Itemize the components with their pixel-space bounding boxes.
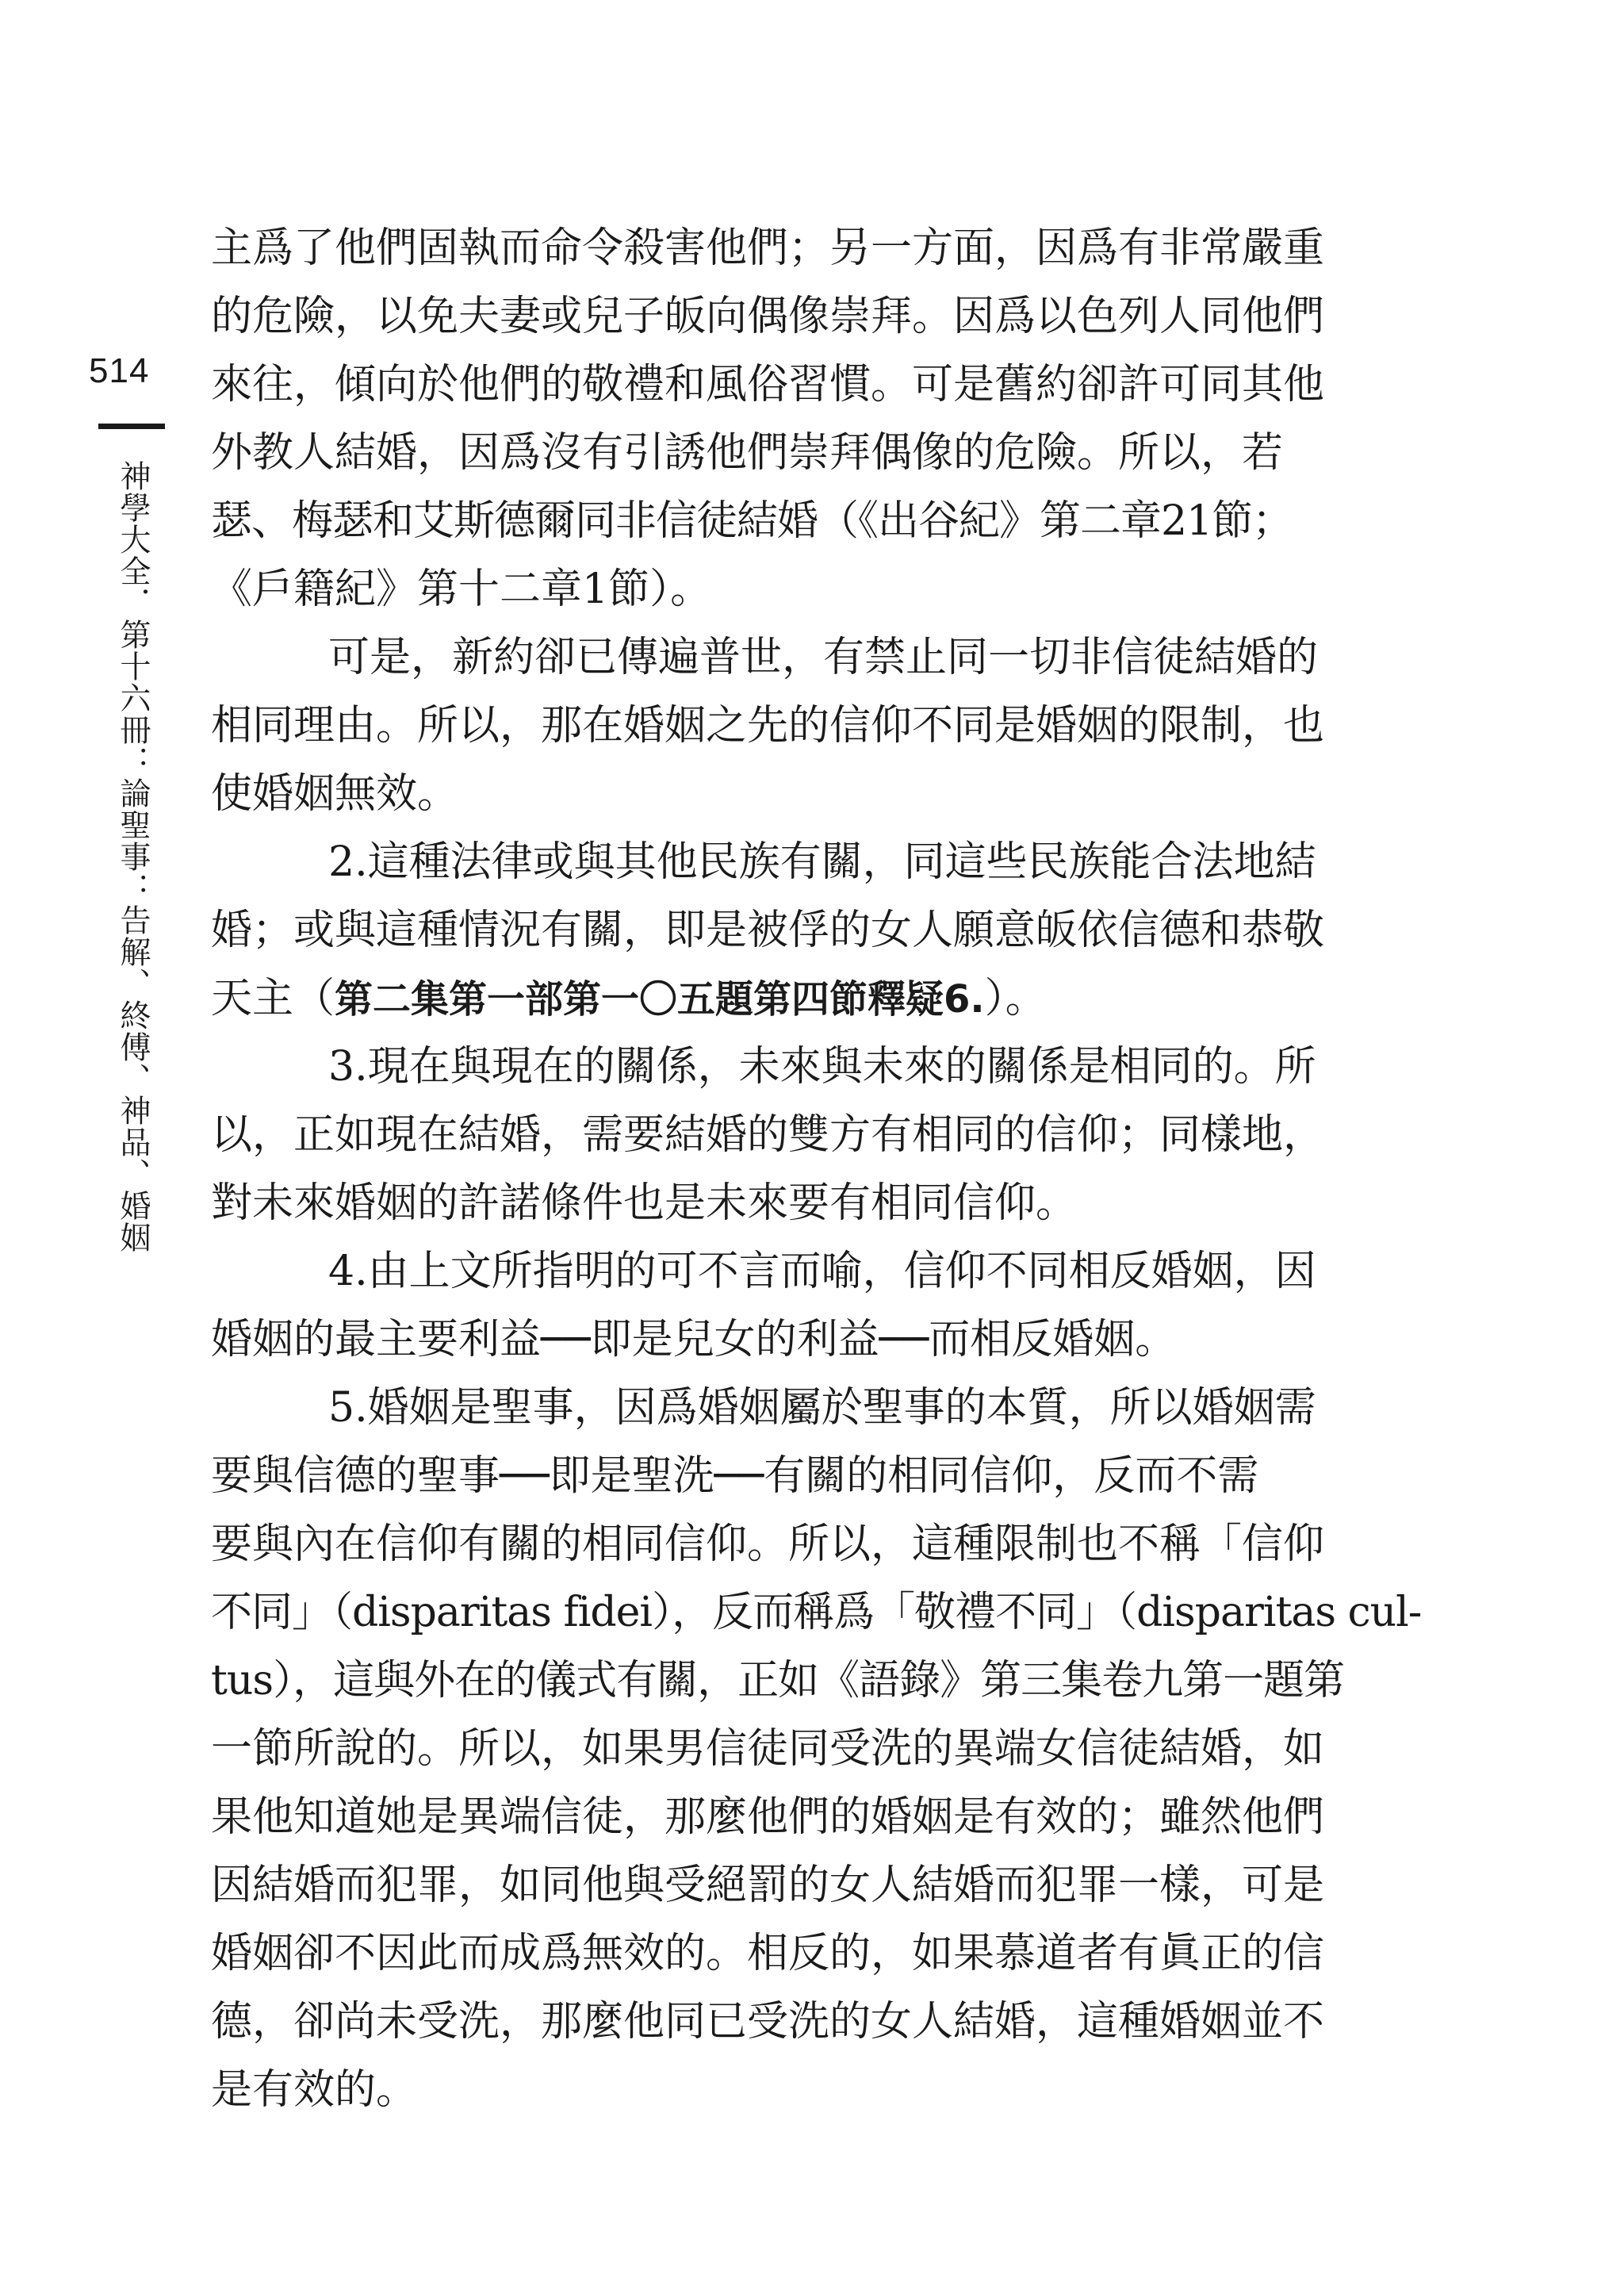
paragraph-first-line: 3.現在與現在的關係，未來與未來的關係是相同的。所	[328, 1043, 1316, 1091]
text-line: 婚姻卻不因此而成爲無效的。相反的，如果慕道者有眞正的信	[211, 1930, 1325, 1977]
paragraph-first-line: 4.由上文所指明的可不言而喻，信仰不同相反婚姻，因	[328, 1248, 1316, 1295]
text-line: 瑟、梅瑟和艾斯德爾同非信徒結婚（《出谷紀》第二章21節；	[211, 497, 1293, 545]
paragraph-first-line: 可是，新約卻已傳遍普世，有禁止同一切非信徒結婚的	[328, 634, 1319, 681]
text-line: 來往，傾向於他們的敬禮和風俗習慣。可是舊約卻許可同其他	[211, 361, 1325, 408]
body-text	[211, 214, 1422, 2124]
text-line: 不同」（disparitas fidei），反而稱爲「敬禮不同」（disparitas cul-	[211, 1589, 1422, 1636]
text-line: 是有效的。	[211, 2066, 418, 2114]
text-line: 使婚姻無效。	[211, 770, 459, 818]
text-line: 要與內在信仰有關的相同信仰。所以，這種限制也不稱「信仰	[211, 1520, 1325, 1568]
text-line: 婚姻的最主要利益──即是兒女的利益──而相反婚姻。	[211, 1316, 1177, 1363]
text-line: tus），這與外在的儀式有關，正如《語錄》第三集卷九第一題第	[211, 1657, 1345, 1704]
text-line: 以，正如現在結婚，需要結婚的雙方有相同的信仰；同樣地，	[211, 1111, 1325, 1159]
text-line: 要與信德的聖事──即是聖洗──有關的相同信仰，反而不需	[211, 1452, 1259, 1500]
text-line	[211, 964, 1346, 1033]
text-fragment: 天主（	[211, 975, 335, 1022]
text-line: 德，卻尚未受洗，那麼他同已受洗的女人結婚，這種婚姻並不	[211, 1998, 1325, 2046]
text-line: 對未來婚姻的許諾條件也是未來要有相同信仰。	[211, 1179, 1078, 1227]
cross-reference: 第二集第一部第一〇五題第四節釋疑6.	[335, 977, 985, 1022]
text-fragment: ）。	[984, 975, 1047, 1022]
running-title-rule	[98, 424, 165, 429]
text-line: 婚；或與這種情況有關，即是被俘的女人願意皈依信德和恭敬	[211, 907, 1325, 954]
running-title: 神學大全．第十六冊：論聖事：告解、終傅、神品、婚姻	[115, 460, 151, 1253]
text-line: 一節所說的。所以，如果男信徒同受洗的異端女信徒結婚，如	[211, 1725, 1325, 1773]
text-line: 主爲了他們固執而命令殺害他們；另一方面，因爲有非常嚴重	[211, 224, 1325, 272]
text-line: 相同理由。所以，那在婚姻之先的信仰不同是婚姻的限制，也	[211, 702, 1325, 750]
text-line: 果他知道她是異端信徒，那麼他們的婚姻是有效的；雖然他們	[211, 1793, 1325, 1841]
text-line: 外教人結婚，因爲沒有引誘他們崇拜偶像的危險。所以，若	[211, 429, 1284, 477]
page-number: 514	[89, 351, 150, 390]
text-line: 《戶籍紀》第十二章1節）。	[211, 566, 712, 613]
paragraph-first-line: 2.這種法律或與其他民族有關，同這些民族能合法地結	[328, 838, 1316, 886]
paragraph-first-line: 5.婚姻是聖事，因爲婚姻屬於聖事的本質，所以婚姻需	[328, 1384, 1316, 1432]
text-line: 因結婚而犯罪，如同他與受絕罰的女人結婚而犯罪一樣，可是	[211, 1862, 1325, 1909]
text-line: 的危險，以免夫妻或兒子皈向偶像崇拜。因爲以色列人同他們	[211, 293, 1325, 340]
